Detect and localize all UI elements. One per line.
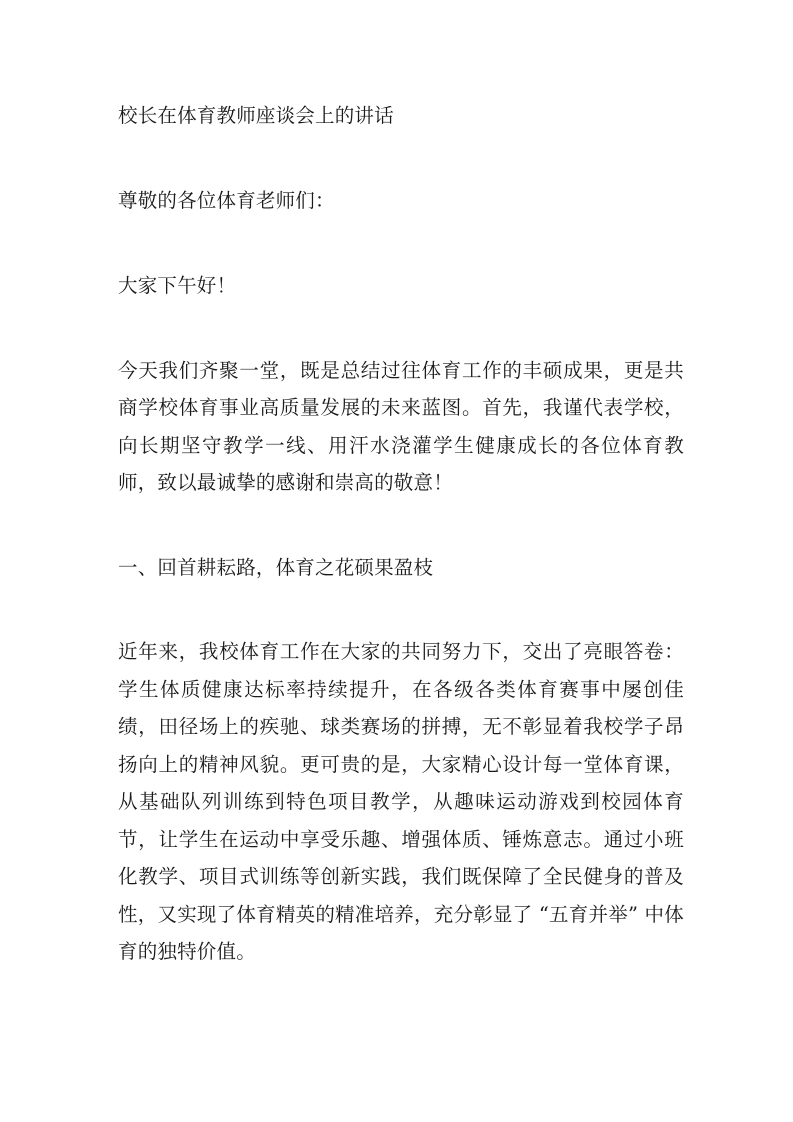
section-heading: 一、回首耕耘路，体育之花硕果盈枝 [118, 555, 434, 579]
greeting: 大家下午好！ [118, 274, 237, 297]
section-body-paragraph: 近年来，我校体育工作在大家的共同努力下，交出了亮眼答卷：学生体质健康达标率持续提升，在各级各类体育赛事中屡创佳绩，田径场上的疾驰、球类赛场的拼搏，无不彰显着我校学子昂扬向上的精神风貌。更可贵的是，大家精心设计每一堂体育课，从基础队列训练到特色项目教学，从趣味运动游戏到校园体育节，让学生在运动中享受乐趣、增强体质、锤炼意志。通过小班化教学、项目式训练等创新实践，我们既保障了全民健身的普及性，又实现了体育精英的精准培养，充分彰显了 “五育并举” 中体育的独特价值。 [118, 640, 684, 963]
document-title: 校长在体育教师座谈会上的讲话 [118, 104, 394, 127]
intro-paragraph: 今天我们齐聚一堂，既是总结过往体育工作的丰硕成果，更是共商学校体育事业高质量发展的未来蓝图。首先，我谨代表学校，向长期坚守教学一线、用汗水浇灌学生健康成长的各位体育教师，致以最诚挚的感谢和崇高的敬意！ [118, 358, 684, 494]
salutation: 尊敬的各位体育老师们： [118, 188, 335, 212]
document-body [118, 97, 684, 971]
